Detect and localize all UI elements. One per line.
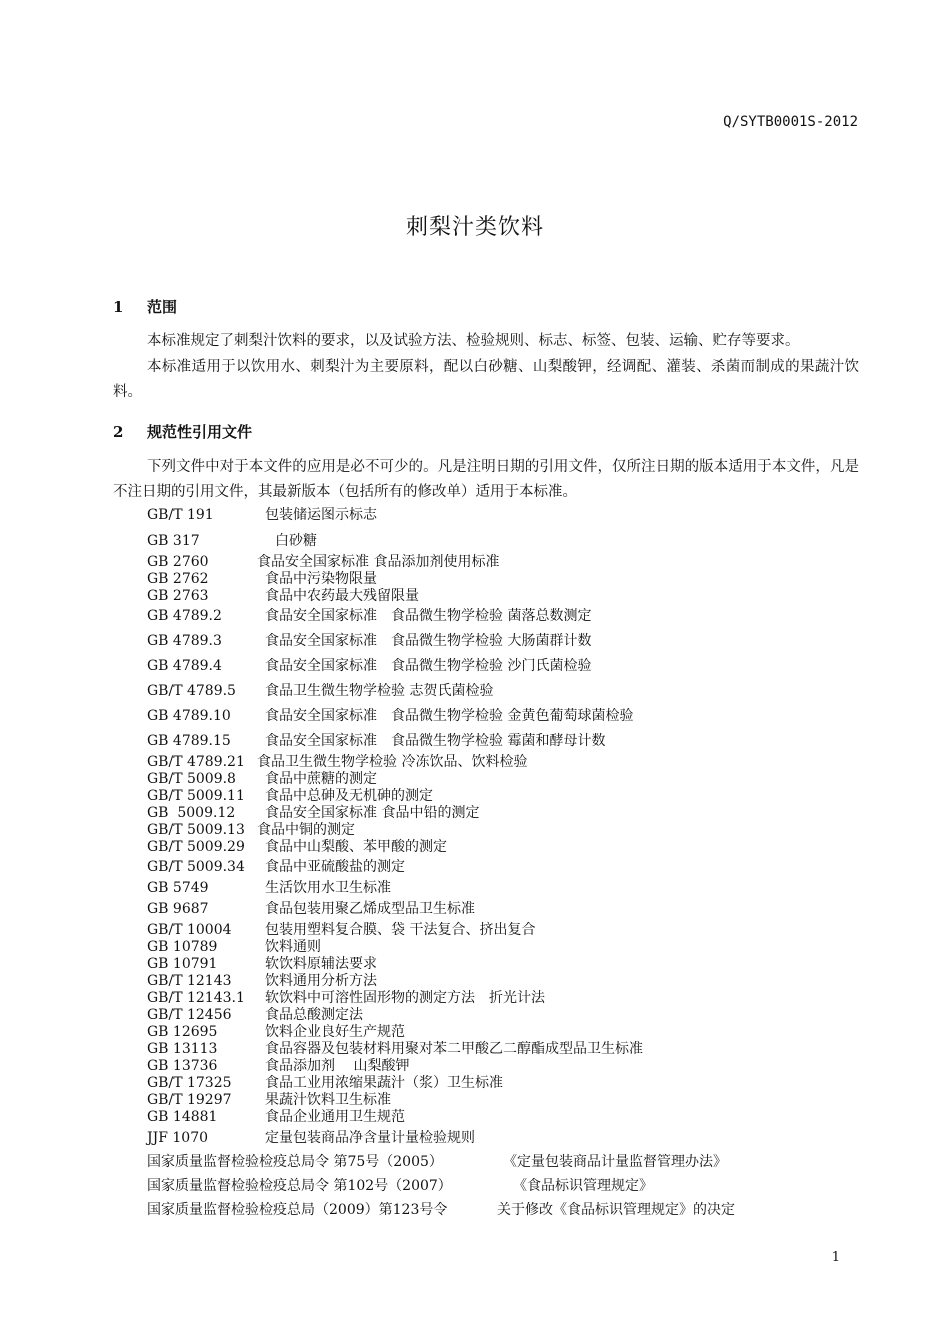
reference-title: 食品安全国家标准 食品中铅的测定 [265,805,480,821]
section-number: 2 [113,423,124,441]
reference-code: GB 4789.3 [147,633,222,649]
reference-item [147,1023,405,1041]
reference-title: 食品安全国家标准 食品添加剂使用标准 [257,554,500,570]
reference-item [147,1057,409,1075]
reference-title: 果蔬汁饮料卫生标准 [265,1092,391,1108]
reference-item [147,1074,503,1092]
reference-code: GB 14881 [147,1109,218,1125]
reference-item [147,1040,643,1058]
scope-paragraph-2: 本标准适用于以饮用水、刺梨汁为主要原料，配以白砂糖、山梨酸钾，经调配、灌装、杀菌而制成的果蔬汁饮料。 [113,359,859,400]
reference-item [147,787,433,805]
reference-code: GB/T 12456 [147,1007,232,1023]
reference-code: 国家质量监督检验检疫总局令 第75号（2005） [147,1154,443,1170]
reference-item [147,770,377,788]
reference-item [147,804,479,822]
reference-item [147,1177,653,1195]
reference-title: 食品中山梨酸、苯甲酸的测定 [265,839,447,855]
reference-title: 食品安全国家标准 食品微生物学检验 霉菌和酵母计数 [265,733,606,749]
reference-item [147,1006,363,1024]
reference-item [147,989,545,1007]
reference-code: GB/T 4789.21 [147,754,245,770]
reference-title: 食品中蔗糖的测定 [265,771,377,787]
reference-item [147,1129,475,1147]
reference-code: GB/T 4789.5 [147,683,236,699]
section-heading-normative-references [113,421,252,442]
reference-code: GB/T 5009.34 [147,859,245,875]
reference-title: 食品中总砷及无机砷的测定 [265,788,433,804]
reference-item [147,821,355,839]
reference-title: 生活饮用水卫生标准 [265,880,391,896]
reference-code: GB 12695 [147,1024,218,1040]
reference-code: GB 10789 [147,939,218,955]
reference-code: GB/T 12143.1 [147,990,245,1006]
reference-title: 饮料通用分析方法 [265,973,377,989]
reference-title: 白砂糖 [275,533,317,549]
reference-code: GB/T 191 [147,507,214,523]
reference-code: GB/T 5009.8 [147,771,236,787]
reference-item [147,632,591,650]
reference-code: GB 2760 [147,554,209,570]
reference-code: JJF 1070 [147,1130,209,1146]
reference-code: GB 4789.2 [147,608,222,624]
reference-title: 食品中铜的测定 [257,822,355,838]
reference-item [147,1153,727,1171]
reference-code: GB 9687 [147,901,209,917]
reference-code: GB/T 5009.29 [147,839,245,855]
reference-title: 食品企业通用卫生规范 [265,1109,405,1125]
reference-item [147,1108,405,1126]
reference-code: GB 13113 [147,1041,218,1057]
reference-title: 饮料通则 [265,939,321,955]
references-intro-paragraph: 下列文件中对于本文件的应用是必不可少的。凡是注明日期的引用文件，仅所注日期的版本适用于本文件，凡是不注日期的引用文件，其最新版本（包括所有的修改单）适用于本标准。 [113,459,859,500]
reference-item [147,570,377,588]
reference-title: 食品中亚硫酸盐的测定 [265,859,405,875]
scope-paragraph-1: 本标准规定了刺梨汁饮料的要求，以及试验方法、检验规则、标志、标签、包装、运输、贮存等要求。 [147,333,800,349]
reference-title: 食品安全国家标准 食品微生物学检验 沙门氏菌检验 [265,658,592,674]
reference-code: GB/T 5009.13 [147,822,245,838]
reference-title: 定量包装商品净含量计量检验规则 [265,1130,475,1146]
reference-title: 食品工业用浓缩果蔬汁（浆）卫生标准 [265,1075,503,1091]
reference-code: 国家质量监督检验检疫总局令 第102号（2007） [147,1178,452,1194]
reference-title: 包装用塑料复合膜、袋 干法复合、挤出复合 [265,922,536,938]
page-number: 1 [831,1250,840,1265]
reference-title: 食品卫生微生物学检验 志贺氏菌检验 [265,683,494,699]
reference-title: 食品中农药最大残留限量 [265,588,419,604]
section-title: 规范性引用文件 [147,423,253,441]
reference-item [147,532,317,550]
reference-item [147,955,377,973]
reference-code: GB 2762 [147,571,209,587]
reference-item [147,607,591,625]
reference-item [147,506,377,524]
reference-item [147,879,391,897]
reference-code: GB/T 17325 [147,1075,232,1091]
reference-code: GB 317 [147,533,200,549]
reference-code: GB/T 5009.11 [147,788,245,804]
reference-item [147,657,591,675]
reference-code: 国家质量监督检验检疫总局（2009）第123号令 [147,1202,448,1218]
reference-code: GB 4789.15 [147,733,231,749]
reference-title: 饮料企业良好生产规范 [265,1024,405,1040]
reference-item [147,682,493,700]
reference-title: 食品安全国家标准 食品微生物学检验 金黄色葡萄球菌检验 [265,708,634,724]
reference-code: GB 10791 [147,956,218,972]
reference-code: GB 13736 [147,1058,218,1074]
reference-title: 食品安全国家标准 食品微生物学检验 大肠菌群计数 [265,633,592,649]
section-heading-scope [113,296,177,317]
reference-item [147,553,499,571]
section-number: 1 [113,298,124,316]
reference-item [147,732,605,750]
reference-title: 软饮料中可溶性固形物的测定方法 折光计法 [265,990,545,1006]
reference-item [147,921,535,939]
reference-title: 包装储运图示标志 [265,507,377,523]
reference-item [147,838,447,856]
reference-code: GB/T 12143 [147,973,232,989]
reference-item [147,972,377,990]
section-title: 范围 [147,298,178,316]
reference-title: 食品总酸测定法 [265,1007,363,1023]
reference-code: GB 2763 [147,588,209,604]
reference-code: GB 5749 [147,880,209,896]
reference-title: 食品中污染物限量 [265,571,377,587]
reference-code: GB 4789.4 [147,658,222,674]
reference-item [147,1091,391,1109]
reference-code: GB/T 19297 [147,1092,232,1108]
reference-item [147,707,633,725]
reference-title: 《定量包装商品计量监督管理办法》 [503,1154,727,1170]
reference-title: 食品容器及包装材料用聚对苯二甲酸乙二醇酯成型品卫生标准 [265,1041,643,1057]
reference-item [147,753,527,771]
reference-title: 食品添加剂 山梨酸钾 [265,1058,410,1074]
reference-item [147,938,321,956]
reference-title: 食品卫生微生物学检验 冷冻饮品、饮料检验 [257,754,528,770]
document-title: 刺梨汁类饮料 [405,215,544,240]
reference-title: 软饮料原辅法要求 [265,956,377,972]
reference-item [147,587,419,605]
reference-title: 食品包装用聚乙烯成型品卫生标准 [265,901,475,917]
reference-title: 关于修改《食品标识管理规定》的决定 [497,1202,735,1218]
reference-item [147,1201,735,1219]
reference-item [147,858,405,876]
reference-item [147,900,475,918]
reference-code: GB 4789.10 [147,708,231,724]
reference-title: 食品安全国家标准 食品微生物学检验 菌落总数测定 [265,608,592,624]
reference-title: 《食品标识管理规定》 [513,1178,653,1194]
reference-code: GB 5009.12 [147,805,236,821]
standard-code: Q/SYTB0001S-2012 [723,114,858,130]
reference-code: GB/T 10004 [147,922,232,938]
